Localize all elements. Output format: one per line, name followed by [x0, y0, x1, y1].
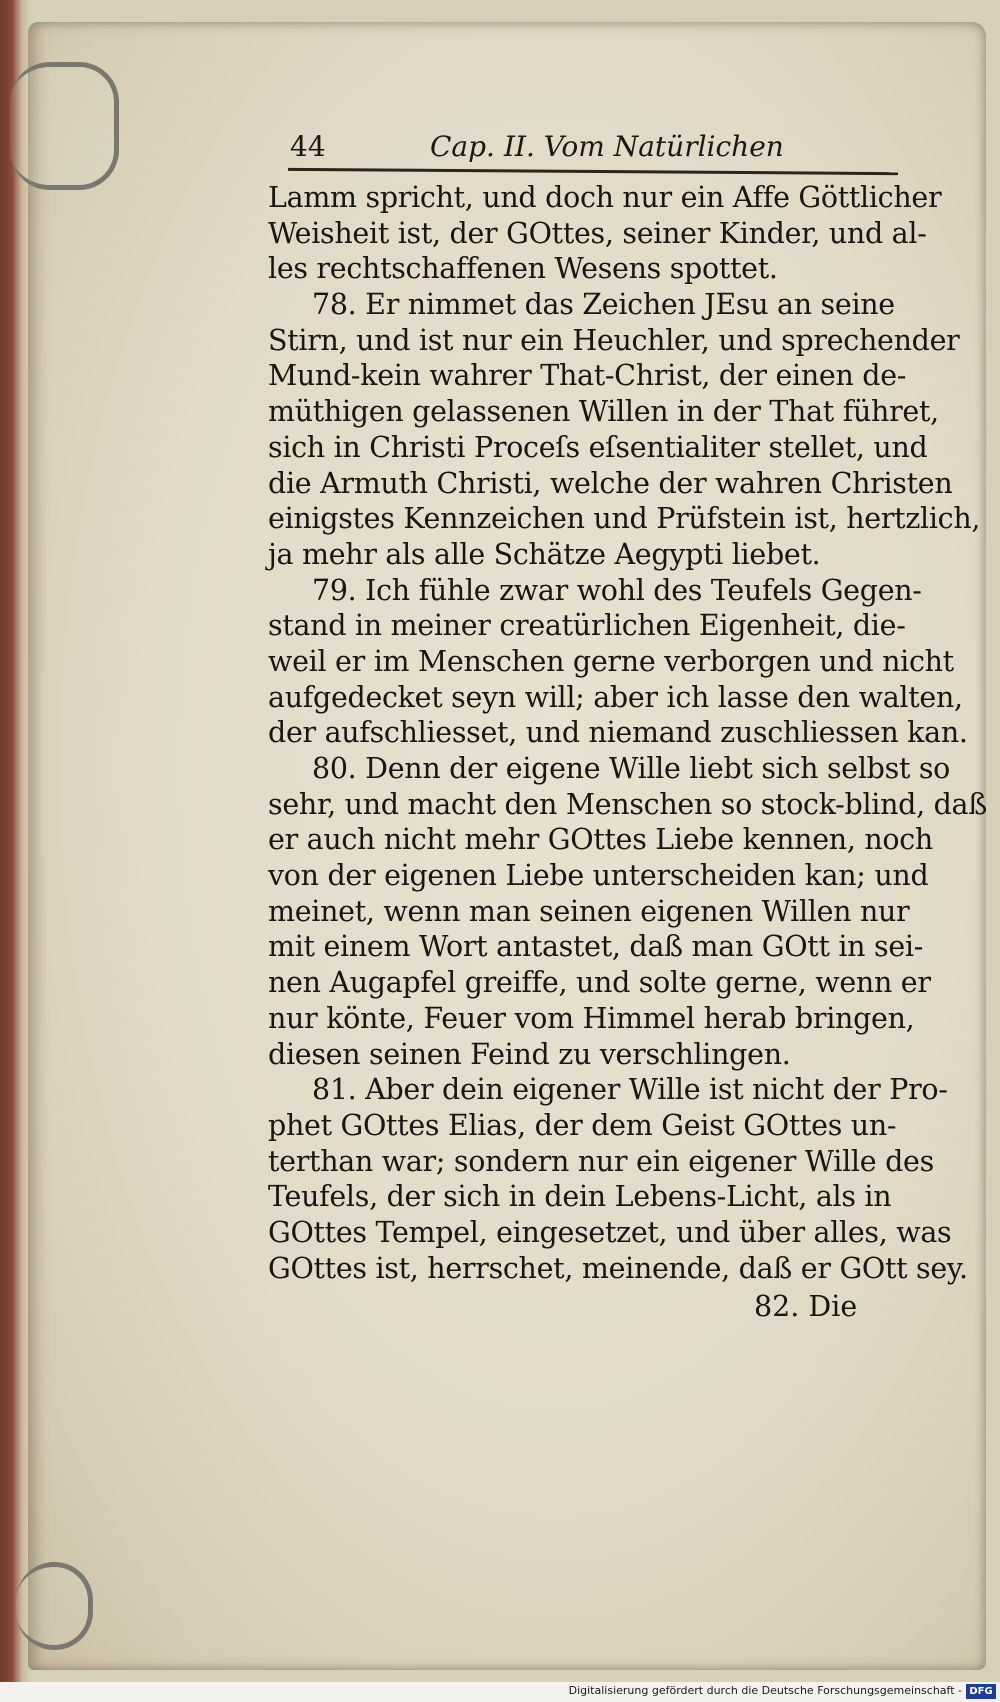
- text-line: sich in Christi Proceſs eſsentialiter stellet, und: [268, 430, 928, 464]
- text-line: diesen seinen Feind zu verschlingen.: [268, 1037, 791, 1071]
- text-line: phet GOttes Elias, der dem Geist GOttes un-: [268, 1108, 897, 1142]
- page-number: 44: [290, 130, 326, 163]
- text-line: müthigen gelassenen Willen in der That führet,: [268, 395, 939, 429]
- page-clip-bottom: [16, 1562, 93, 1650]
- text-line: ja mehr als alle Schätze Aegypti liebet.: [268, 537, 821, 571]
- text-line: die Armuth Christi, welche der wahren Christen: [268, 466, 953, 500]
- text-line: 80. Denn der eigene Wille liebt sich selbst so: [312, 752, 951, 785]
- footer-bar: [0, 1682, 1000, 1702]
- text-line: les rechtschaffenen Wesens spottet.: [268, 252, 778, 286]
- text-line: Mund-kein wahrer That-Christ, der einen de-: [268, 359, 907, 393]
- text-line: meinet, wenn man seinen eigenen Willen nur: [268, 894, 910, 928]
- text-line: GOttes Tempel, eingesetzet, und über alles, was: [268, 1215, 952, 1249]
- text-line: Stirn, und ist nur ein Heuchler, und sprechender: [268, 323, 960, 357]
- catchword: 82. Die: [754, 1290, 858, 1323]
- text-line: der aufschliesset, und niemand zuschliessen kan.: [268, 716, 968, 750]
- text-line: nur könte, Feuer vom Himmel herab bringen,: [268, 1001, 915, 1035]
- running-title: Cap. II. Vom Natürlichen: [430, 130, 784, 163]
- page-clip-top: [10, 62, 119, 190]
- digitization-credit: Digitalisierung gefördert durch die Deutsche Forschungsgemeinschaft -: [568, 1684, 962, 1697]
- text-line: mit einem Wort antastet, daß man GOtt in sei-: [268, 930, 924, 964]
- text-line: von der eigenen Liebe unterscheiden kan; und: [268, 859, 929, 893]
- text-line: 78. Er nimmet das Zeichen JEsu an seine: [312, 288, 895, 322]
- body-text: [268, 180, 987, 1286]
- text-line: 79. Ich fühle zwar wohl des Teufels Gegen-: [312, 573, 922, 607]
- text-line: einigstes Kennzeichen und Prüfstein ist, hertzlich,: [268, 502, 981, 536]
- dfg-logo: DFG: [966, 1684, 996, 1699]
- text-line: terthan war; sondern nur ein eigener Wille des: [268, 1144, 934, 1178]
- text-line: GOttes ist, herrschet, meinende, daß er GOtt sey.: [268, 1251, 968, 1285]
- text-line: er auch nicht mehr GOttes Liebe kennen, noch: [268, 823, 933, 857]
- text-line: Weisheit ist, der GOttes, seiner Kinder, und al-: [268, 216, 927, 250]
- text-line: aufgedecket seyn will; aber ich lasse den walten,: [268, 680, 963, 714]
- text-line: Teufels, der sich in dein Lebens-Licht, als in: [268, 1180, 892, 1214]
- text-line: nen Augapfel greiffe, und solte gerne, wenn er: [268, 966, 931, 1000]
- text-line: stand in meiner creatürlichen Eigenheit, die-: [268, 609, 906, 643]
- text-line: sehr, und macht den Menschen so stock-blind, daß: [268, 787, 987, 821]
- text-line: Lamm spricht, und doch nur ein Affe Göttlicher: [268, 181, 942, 214]
- page-header: [290, 130, 890, 170]
- text-line: 81. Aber dein eigener Wille ist nicht der Pro-: [312, 1073, 948, 1107]
- text-line: weil er im Menschen gerne verborgen und nicht: [268, 644, 954, 678]
